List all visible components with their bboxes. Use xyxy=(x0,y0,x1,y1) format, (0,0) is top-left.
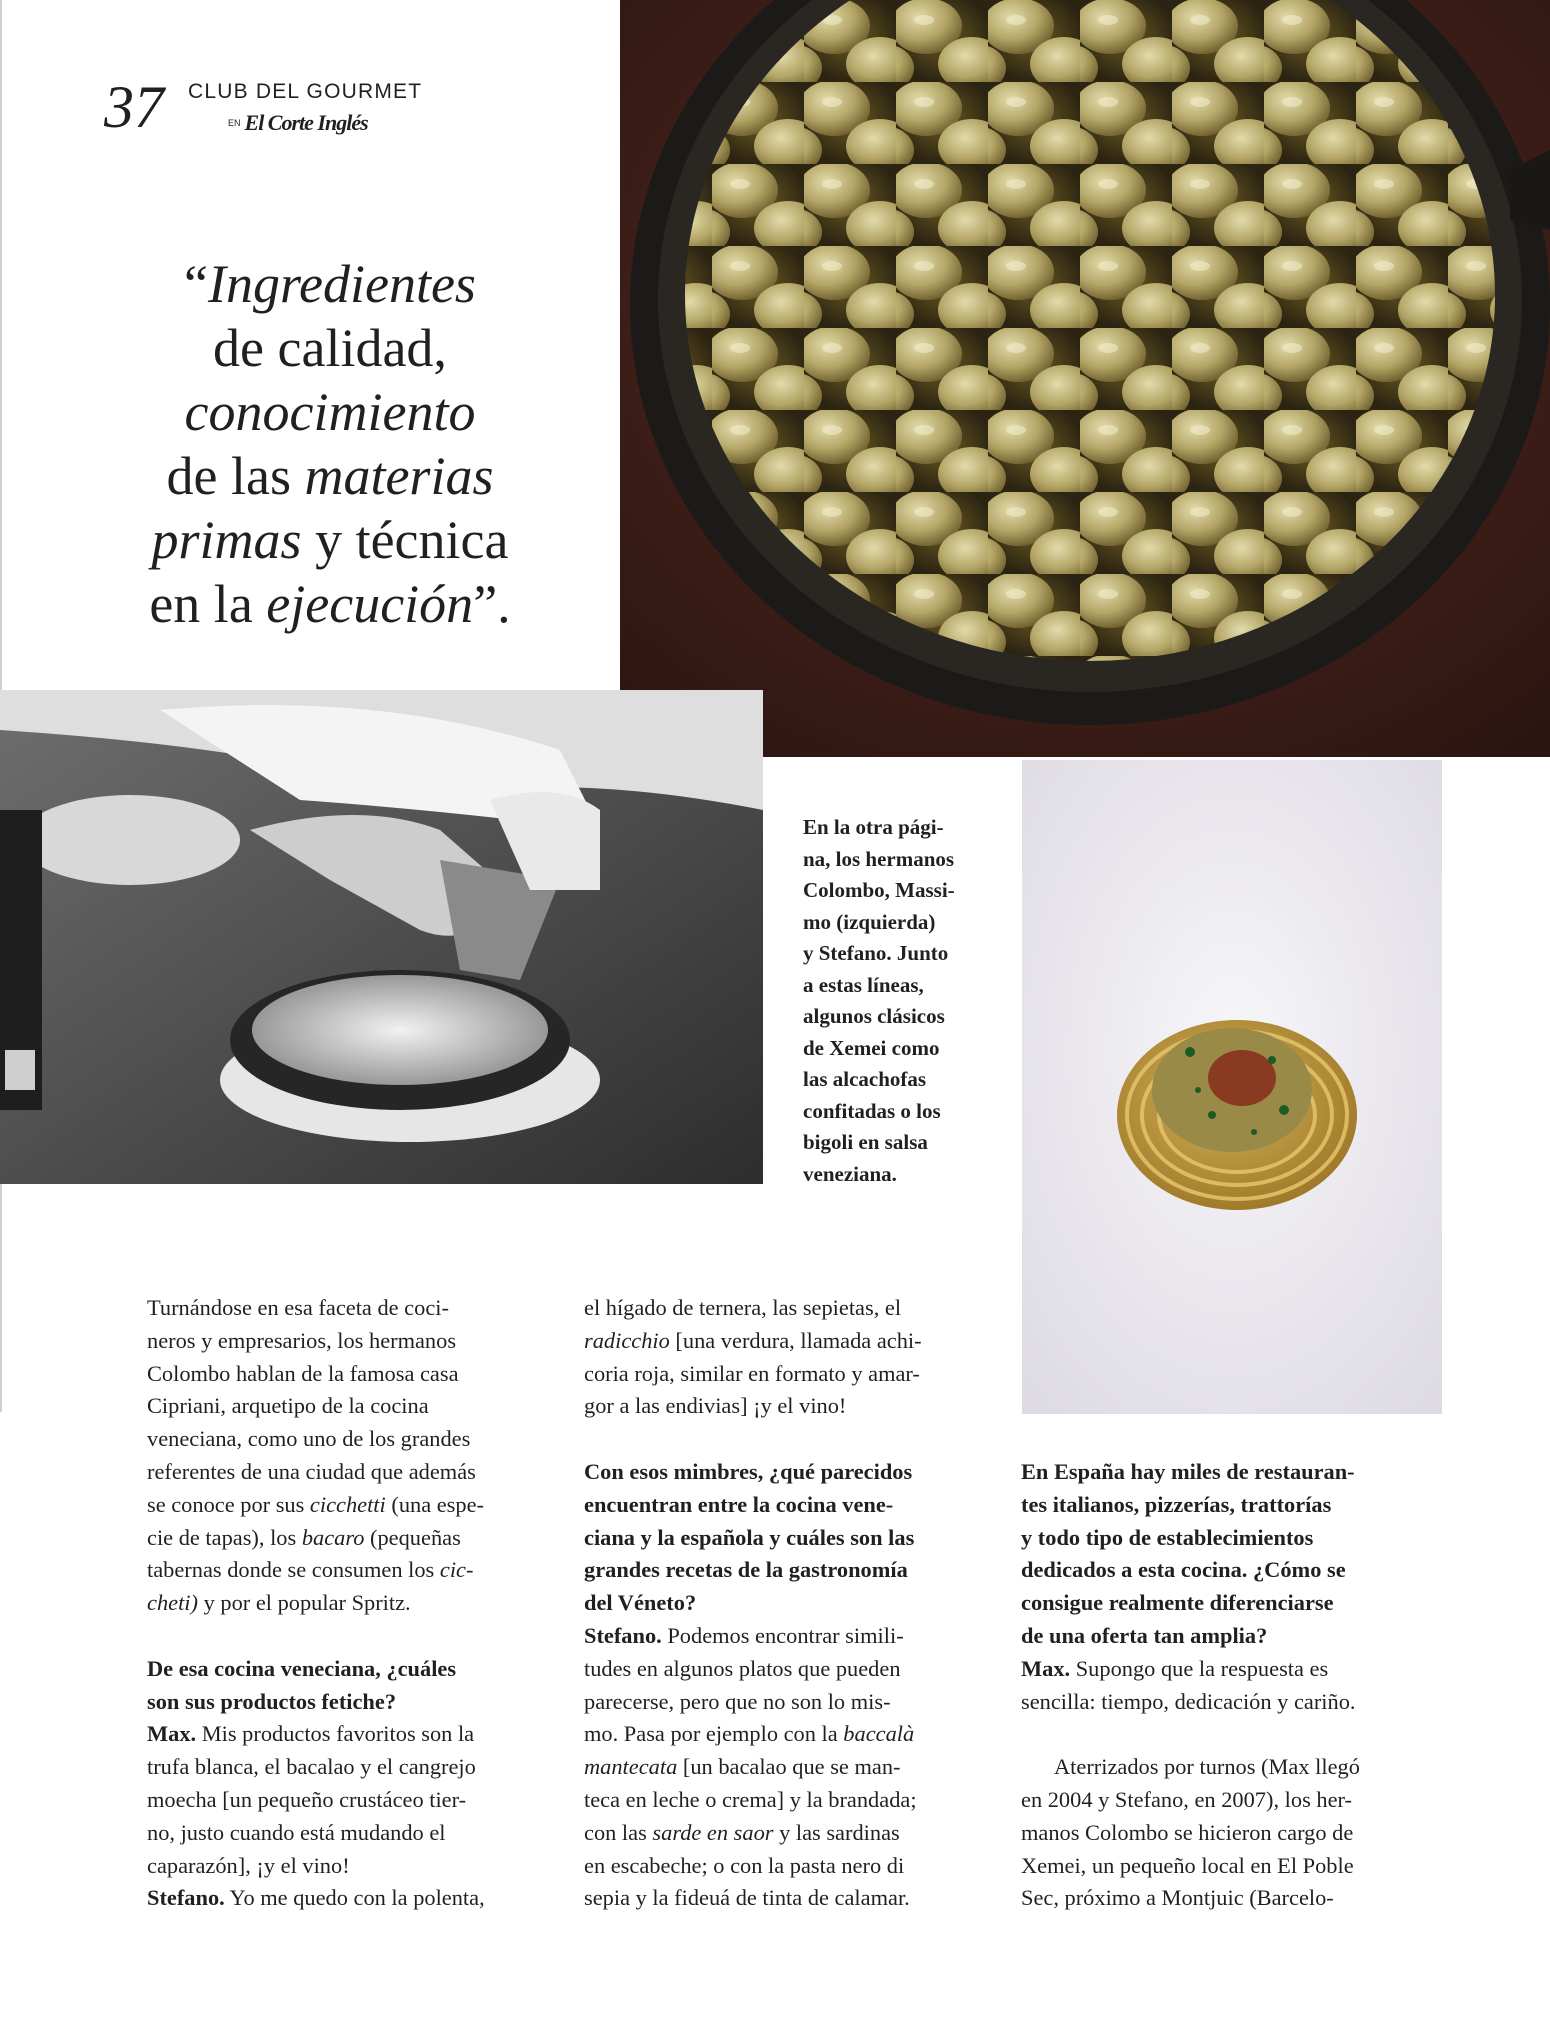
body-paragraph xyxy=(584,1292,989,1423)
text-run: se conoce por sus xyxy=(147,1491,310,1517)
speaker-name: Max. xyxy=(147,1721,197,1747)
text-run: Supongo que la respuesta es xyxy=(1070,1655,1329,1681)
text-line: son sus productos fetiche? xyxy=(147,1688,397,1714)
caption-line: na, los hermanos xyxy=(803,846,955,871)
interview-question xyxy=(1021,1456,1426,1653)
caption-line: a estas líneas, xyxy=(803,972,924,997)
text-run: radicchio xyxy=(584,1327,670,1353)
text-line: Colombo hablan de la famosa casa xyxy=(147,1360,459,1386)
quote-open-mark: “ xyxy=(184,254,209,314)
text-line: tudes en algunos platos que pueden xyxy=(584,1655,901,1681)
caption-line: de Xemei como xyxy=(803,1035,940,1060)
interview-answer xyxy=(147,1718,547,1915)
text-run: [una verdura, llamada achi- xyxy=(669,1327,922,1353)
text-line: dedicados a esta cocina. ¿Cómo se xyxy=(1021,1557,1346,1583)
text-line: En España hay miles de restauran- xyxy=(1021,1459,1355,1484)
text-line: sepia y la fideuá de tinta de calamar. xyxy=(584,1885,910,1911)
text-line: grandes recetas de la gastronomía xyxy=(584,1557,908,1583)
quote-text: ejecución xyxy=(266,574,474,634)
text-line: moecha [un pequeño crustáceo tier- xyxy=(147,1786,467,1812)
speaker-name: Max. xyxy=(1021,1655,1071,1681)
text-line: del Véneto? xyxy=(584,1590,697,1616)
quote-text: primas xyxy=(151,510,302,570)
text-line: consigue realmente diferenciarse xyxy=(1021,1590,1334,1616)
text-run: bacaro xyxy=(301,1524,365,1550)
text-run: y por el popular Spritz. xyxy=(197,1590,411,1616)
caption-line: bigoli en salsa xyxy=(803,1130,928,1154)
artichoke-pot-photo xyxy=(620,0,1550,757)
caption-line: algunos clásicos xyxy=(803,1004,945,1028)
text-line: gor a las endivias] ¡y el vino! xyxy=(584,1393,847,1419)
caption-line: veneziana. xyxy=(803,1161,897,1186)
brand-title: CLUB DEL GOURMET xyxy=(188,80,423,103)
page-number: 37 xyxy=(104,74,164,140)
text-run: mo. Pasa por ejemplo con la xyxy=(584,1721,844,1747)
text-line: sencilla: tiempo, dedicación y cariño. xyxy=(1021,1688,1356,1714)
text-run: Mis productos favoritos son la xyxy=(196,1721,475,1747)
text-line: tes italianos, pizzerías, trattorías xyxy=(1021,1491,1332,1517)
text-run: cheti) xyxy=(147,1590,198,1616)
text-line: coria roja, similar en formato y amar- xyxy=(584,1360,920,1386)
text-line: parecerse, pero que no son lo mis- xyxy=(584,1688,891,1714)
caption-line: confitadas o los xyxy=(803,1098,941,1123)
quote-text: de calidad, xyxy=(213,318,447,378)
speaker-name: Stefano. xyxy=(147,1885,225,1911)
article-column-1 xyxy=(147,1292,547,1915)
quote-close-mark: ”. xyxy=(473,574,511,634)
text-line: Turnándose en esa faceta de coci- xyxy=(147,1295,449,1320)
speaker-name: Stefano. xyxy=(584,1622,662,1648)
interview-answer xyxy=(584,1620,989,1915)
text-line: neros y empresarios, los hermanos xyxy=(147,1327,457,1353)
pull-quote xyxy=(120,252,540,636)
body-paragraph xyxy=(147,1292,547,1620)
text-run: sarde en saor xyxy=(652,1819,774,1845)
text-run: cic- xyxy=(439,1557,474,1583)
text-run: cie de tapas), los xyxy=(147,1524,302,1550)
interview-question xyxy=(584,1456,989,1620)
caption-line: Colombo, Massi- xyxy=(803,878,955,902)
text-line: no, justo cuando está mudando el xyxy=(147,1819,446,1845)
text-run: baccalà xyxy=(843,1721,915,1747)
interview-answer xyxy=(1021,1653,1426,1719)
article-column-2 xyxy=(584,1292,989,1915)
text-line: Cipriani, arquetipo de la cocina xyxy=(147,1393,429,1419)
text-line: Aterrizados por turnos (Max llegó xyxy=(1054,1754,1360,1780)
caption-line: las alcachofas xyxy=(803,1067,927,1091)
bigoli-pasta-photo xyxy=(1022,760,1442,1414)
caption-line: En la otra pági- xyxy=(803,815,944,839)
text-line: veneciana, como uno de los grandes xyxy=(147,1426,471,1452)
brand-store-logo xyxy=(228,110,368,136)
text-run: cicchetti xyxy=(309,1491,386,1517)
text-line: trufa blanca, el bacalao y el cangrejo xyxy=(147,1754,476,1780)
text-line: ciana y la española y cuáles son las xyxy=(584,1524,915,1550)
text-line: teca en leche o crema] y la brandada; xyxy=(584,1786,917,1812)
quote-text: Ingredientes xyxy=(208,254,476,314)
text-line: y todo tipo de establecimientos xyxy=(1021,1524,1314,1550)
text-run: tabernas donde se consumen los xyxy=(147,1557,440,1583)
caption-line: mo (izquierda) xyxy=(803,909,936,934)
quote-text: materias xyxy=(304,446,494,506)
store-logo-text: El Corte Inglés xyxy=(244,110,368,135)
text-line: caparazón], ¡y el vino! xyxy=(147,1852,350,1878)
text-line: en escabeche; o con la pasta nero di xyxy=(584,1852,905,1878)
quote-text: de las xyxy=(166,446,305,506)
text-run: Podemos encontrar simili- xyxy=(661,1622,904,1648)
text-line: Xemei, un pequeño local en El Poble xyxy=(1021,1852,1354,1878)
text-line: referentes de una ciudad que además xyxy=(147,1458,476,1484)
text-line: manos Colombo se hicieron cargo de xyxy=(1021,1819,1354,1845)
chef-grating-photo xyxy=(0,690,763,1184)
text-run: (una espe- xyxy=(385,1491,484,1517)
text-line: el hígado de ternera, las sepietas, el xyxy=(584,1295,902,1320)
photo-caption xyxy=(803,812,983,1190)
caption-line: y Stefano. Junto xyxy=(803,941,949,965)
text-run: con las xyxy=(584,1819,653,1845)
text-line: en 2004 y Stefano, en 2007), los her- xyxy=(1021,1786,1352,1812)
text-run: mantecata xyxy=(584,1754,678,1780)
text-line: de una oferta tan amplia? xyxy=(1021,1622,1268,1648)
quote-text: conocimiento xyxy=(184,382,476,442)
quote-text: en la xyxy=(149,574,267,634)
body-paragraph xyxy=(1021,1751,1426,1915)
text-run: [un bacalao que se man- xyxy=(677,1754,901,1780)
article-column-3 xyxy=(1021,1456,1426,1915)
brand-prefix: EN xyxy=(228,118,241,128)
text-line: encuentran entre la cocina vene- xyxy=(584,1491,894,1517)
text-line: Con esos mimbres, ¿qué parecidos xyxy=(584,1458,913,1484)
text-run: y las sardinas xyxy=(773,1819,900,1845)
quote-text: y técnica xyxy=(301,510,509,570)
text-run: (pequeñas xyxy=(364,1524,461,1550)
interview-question xyxy=(147,1653,547,1719)
text-line: Sec, próximo a Montjuic (Barcelo- xyxy=(1021,1885,1334,1911)
text-run: Yo me quedo con la polenta, xyxy=(224,1885,485,1911)
text-line: De esa cocina veneciana, ¿cuáles xyxy=(147,1655,457,1681)
